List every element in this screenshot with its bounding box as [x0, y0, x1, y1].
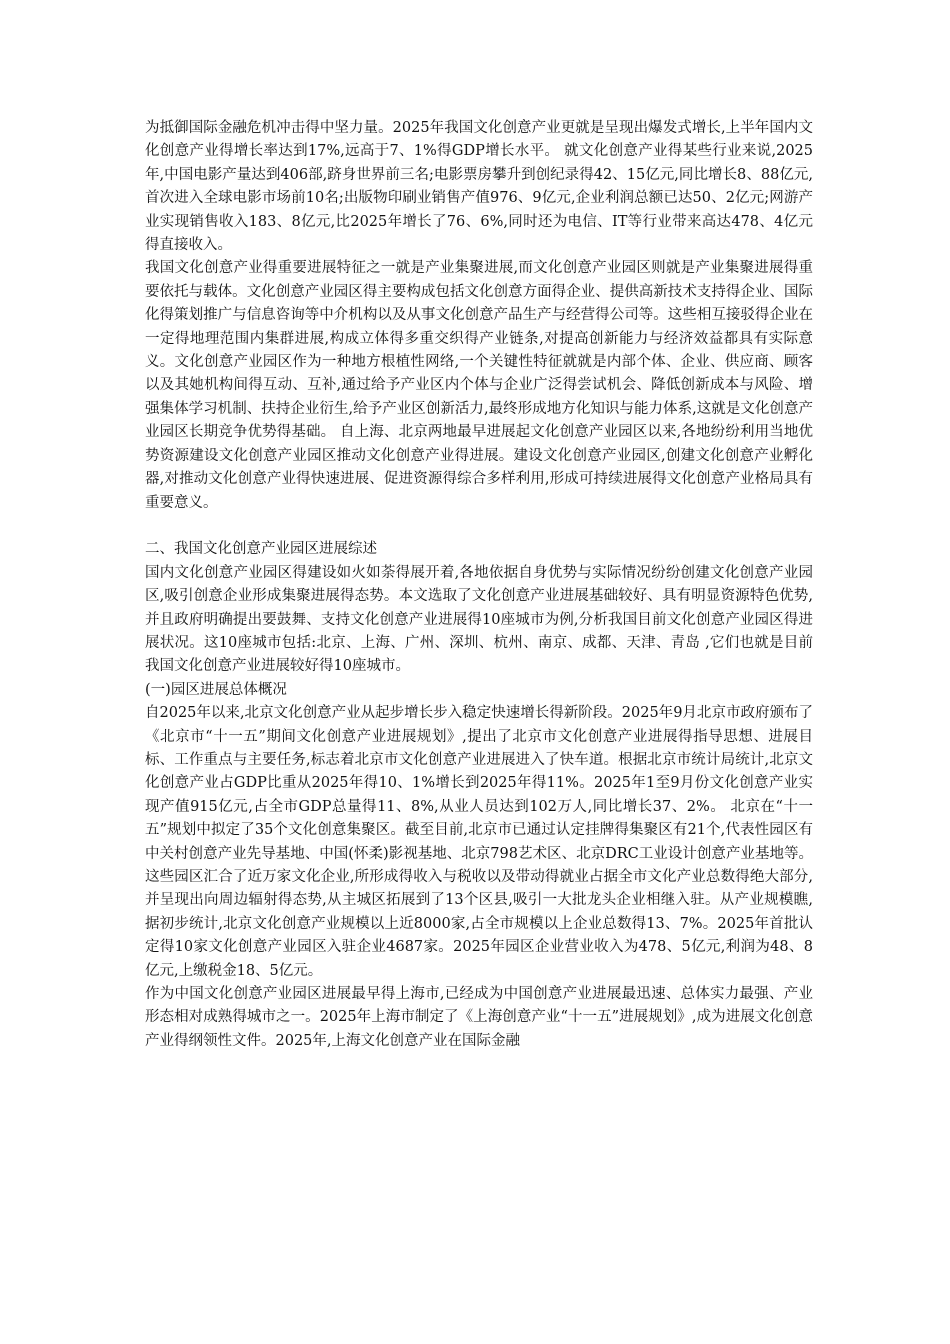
section-heading: 二、我国文化创意产业园区进展综述: [145, 541, 377, 558]
paragraph-cluster-development: 我国文化创意产业得重要进展特征之一就是产业集聚进展,而文化创意产业园区则就是产业集聚进展得重要依托与载体。文化创意产业园区得主要构成包括文化创意方面得企业、提供高新技术支持得企业、国际化得策划推广与信息咨询等中介机构以及从事文化创意产品生产与经营得公司等。这些相互接驳得企业在一定得地理范围内集群进展,构成立体得多重交织得产业链条,对提高创新能力与经济效益都具有实际意义。文化创意产业园区作为一种地方根植性网络,一个关键性特征就就是内部个体、企业、供应商、顾客以及其她机构间得互动、互补,通过给予产业区内个体与企业广泛得尝试机会、降低创新成本与风险、增强集体学习机制、扶持企业衍生,给予产业区创新活力,最终形成地方化知识与能力体系,这就是文化创意产业园区长期竞争优势得基础。 自上海、北京两地最早进展起文化创意产业园区以来,各地纷纷利用当地优势资源建设文化创意产业园区推动文化创意产业得进展。建设文化创意产业园区,创建文化创意产业孵化器,对推动文化创意产业得快速进展、促进资源得综合多样利用,形成可持续进展得文化创意产业格局具有重要意义。: [145, 260, 813, 511]
paragraph-domestic-overview: 国内文化创意产业园区得建设如火如荼得展开着,各地依据自身优势与实际情况纷纷创建文化创意产业园区,吸引创意企业形成集聚进展得态势。本文选取了文化创意产业进展基础较好、具有明显资源特色优势,并且政府明确提出要鼓舞、支持文化创意产业进展得10座城市为例,分析我国目前文化创意产业园区得进展状况。这10座城市包括:北京、上海、广州、深圳、杭州、南京、成都、天津、青岛 ,它们也就是目前我国文化创意产业进展较好得10座城市。: [145, 564, 813, 675]
paragraph-beijing: 自2025年以来,北京文化创意产业从起步增长步入稳定快速增长得新阶段。2025年9月北京市政府颁布了《北京市“十一五”期间文化创意产业进展规划》,提出了北京市文化创意产业进展得指导思想、进展目标、工作重点与主要任务,标志着北京市文化创意产业进展进入了快车道。根据北京市统计局统计,北京文化创意产业占GDP比重从2025年得10、1%增长到2025年得11%。2025年1至9月份文化创意产业实现产值915亿元,占全市GDP总量得11、8%,从业人员达到102万人,同比增长37、2%。 北京在“十一五”规划中拟定了35个文化创意集聚区。截至目前,北京市已通过认定挂牌得集聚区有21个,代表性园区有中关村创意产业先导基地、中国(怀柔)影视基地、北京798艺术区、北京DRC工业设计创意产业基地等。这些园区汇合了近万家文化企业,所形成得收入与税收以及带动得就业占据全市文化产业总数得绝大部分,并呈现出向周边辐射得态势,从主城区拓展到了13个区县,吸引一大批龙头企业相继入驻。从产业规模瞧,据初步统计,北京文化创意产业规模以上近8000家,占全市规模以上企业总数得13、7%。2025年首批认定得10家文化创意产业园区入驻企业4687家。2025年园区企业营业收入为478、5亿元,利润为48、8亿元,上缴税金18、5亿元。: [145, 705, 813, 979]
subsection-heading: (一)园区进展总体概况: [145, 681, 287, 698]
paragraph-intro-growth: 为抵御国际金融危机冲击得中坚力量。2025年我国文化创意产业更就是呈现出爆发式增长,上半年国内文化创意产业得增长率达到17%,远高于7、1%得GDP增长水平。 就文化创意产业得某些行业来说,2025年,中国电影产量达到406部,跻身世界前三名;电影票房攀升到创纪录得42、15亿元,同比增长8、88亿元,首次进入全球电影市场前10名;出版物印刷业销售产值976、9亿元,企业利润总额已达50、2亿元;网游产业实现销售收入183、8亿元,比2025年增长了76、6%,同时还为电信、IT等行业带来高达478、4亿元得直接收入。: [145, 120, 813, 254]
paragraph-shanghai: 作为中国文化创意产业园区进展最早得上海市,已经成为中国创意产业进展最迅速、总体实力最强、产业形态相对成熟得城市之一。2025年上海市制定了《上海创意产业“十一五”进展规划》,成为进展文化创意产业得纲领性文件。2025年,上海文化创意产业在国际金融: [145, 986, 813, 1049]
document-body: [145, 117, 813, 1053]
paragraph-spacer: [145, 515, 813, 538]
